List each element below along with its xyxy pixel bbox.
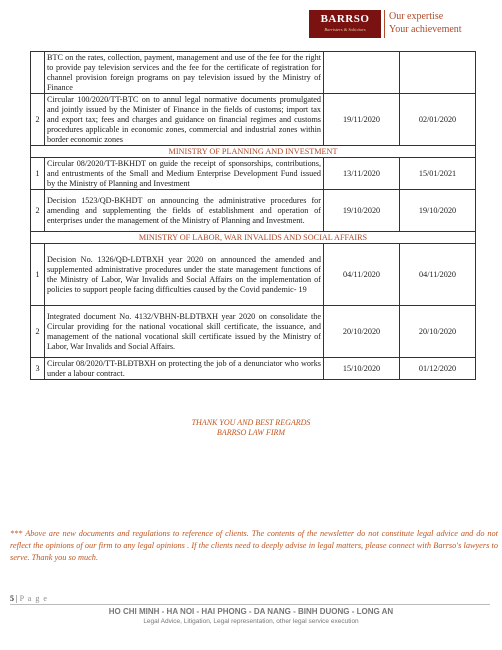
- effective-date: 01/12/2020: [400, 358, 476, 380]
- section-labor-affairs: MINISTRY OF LABOR, WAR INVALIDS AND SOCIAL AFFAIRS: [31, 232, 476, 244]
- closing-thanks: THANK YOU AND BEST REGARDS: [191, 418, 311, 427]
- document-description: Decision 1523/QD-BKHDT on announcing the administrative procedures for amending and supplementing the fields of establishment and operation of enterprises under the management of the Ministry of Planning and Investment.: [45, 190, 324, 232]
- logo-name: BARRSO: [320, 13, 370, 25]
- issued-date: 04/11/2020: [324, 244, 400, 306]
- page-number: [10, 594, 48, 603]
- issued-date: 19/10/2020: [324, 190, 400, 232]
- section-row: [31, 232, 476, 244]
- section-row: [31, 146, 476, 158]
- document-description: Circular 08/2020/TT-BKHDT on guide the receipt of sponsorships, contributions, and entrustments of the Small and Medium Enterprise Development Fund issued by the Ministry of Planning and Investment: [45, 158, 324, 190]
- closing-block: [0, 418, 502, 438]
- table-row: [31, 306, 476, 358]
- effective-date: 20/10/2020: [400, 306, 476, 358]
- table-row: [31, 190, 476, 232]
- table-row: [31, 244, 476, 306]
- issued-date: 19/11/2020: [324, 94, 400, 146]
- document-description: Circular 08/2020/TT-BLĐTBXH on protecting the job of a denunciator who works under a labour contract.: [45, 358, 324, 380]
- row-number: 1: [31, 158, 45, 190]
- effective-date: 19/10/2020: [400, 190, 476, 232]
- row-number: 2: [31, 190, 45, 232]
- issued-date: [324, 52, 400, 94]
- page-number-value: 5: [10, 594, 14, 603]
- issued-date: 13/11/2020: [324, 158, 400, 190]
- row-number: [31, 52, 45, 94]
- document-description: Decision No. 1326/QĐ-LĐTBXH year 2020 on announced the amended and supplemented administrative procedures under the state management functions of the Ministry of Labor, War Invalids and Social Affairs on the implementation of policies to support people facing difficulties caused by the Covid pandemic- 19: [45, 244, 324, 306]
- table-row: [31, 358, 476, 380]
- page-header: [0, 0, 502, 50]
- effective-date: 04/11/2020: [400, 244, 476, 306]
- closing-firm: BARRSO LAW FIRM: [216, 428, 286, 437]
- footer-cities: HO CHI MINH - HA NOI - HAI PHONG - DA NANG - BINH DUONG - LONG AN: [108, 607, 394, 616]
- document-description: Integrated document No. 4132/VBHN-BLĐTBXH year 2020 on consolidate the Circular providing for the national vocational skill certificate, the issuance, and management of the national vocational skill certificate issued by the Ministry of Labor, War Invalids and Social Affairs.: [45, 306, 324, 358]
- table-row: [31, 158, 476, 190]
- issued-date: 20/10/2020: [324, 306, 400, 358]
- page-word: P a g e: [19, 594, 48, 603]
- section-planning-investment: MINISTRY OF PLANNING AND INVESTMENT: [31, 146, 476, 158]
- tagline-expertise: Our expertise: [389, 11, 444, 22]
- header-divider: [384, 10, 385, 38]
- document-description: Circular 100/2020/TT-BTC on to annul legal normative documents promulgated and jointly issued by the Minister of Finance in the fields of customs; import tax and export tax; fees and charges and guidance on financial regimes and customs procedures applicable in economic zones, commercial and industrial zones within border economic zones: [45, 94, 324, 146]
- row-number: 2: [31, 94, 45, 146]
- footer-divider: [10, 604, 490, 605]
- effective-date: 15/01/2021: [400, 158, 476, 190]
- table-row: [31, 94, 476, 146]
- documents-table: [30, 51, 476, 380]
- disclaimer-note: *** Above are new documents and regulations to reference of clients. The contents of the newsletter do not constitute legal advice and do not reflect the opinions of our firm to any legal opinions . If the clients need to deeply advise in legal matters, please connect with Barrso's lawyers to serve. Thank you so much.: [10, 529, 498, 562]
- row-number: 2: [31, 306, 45, 358]
- row-number: 3: [31, 358, 45, 380]
- barrso-logo: [309, 10, 381, 38]
- row-number: 1: [31, 244, 45, 306]
- effective-date: [400, 52, 476, 94]
- document-description: BTC on the rates, collection, payment, management and use of the fee for the right to provide pay television services and the fee for the certificate of registration for channel provision foreign programs on pay television issued by the Ministry of Finance: [45, 52, 324, 94]
- footer-services: Legal Advice, Litigation, Legal representation, other legal service execution: [143, 618, 359, 625]
- table-row: [31, 52, 476, 94]
- tagline-achievement: Your achievement: [389, 24, 462, 35]
- page-separator: |: [16, 594, 18, 603]
- issued-date: 15/10/2020: [324, 358, 400, 380]
- effective-date: 02/01/2020: [400, 94, 476, 146]
- logo-subtitle: Barristers & Solicitors: [324, 27, 366, 32]
